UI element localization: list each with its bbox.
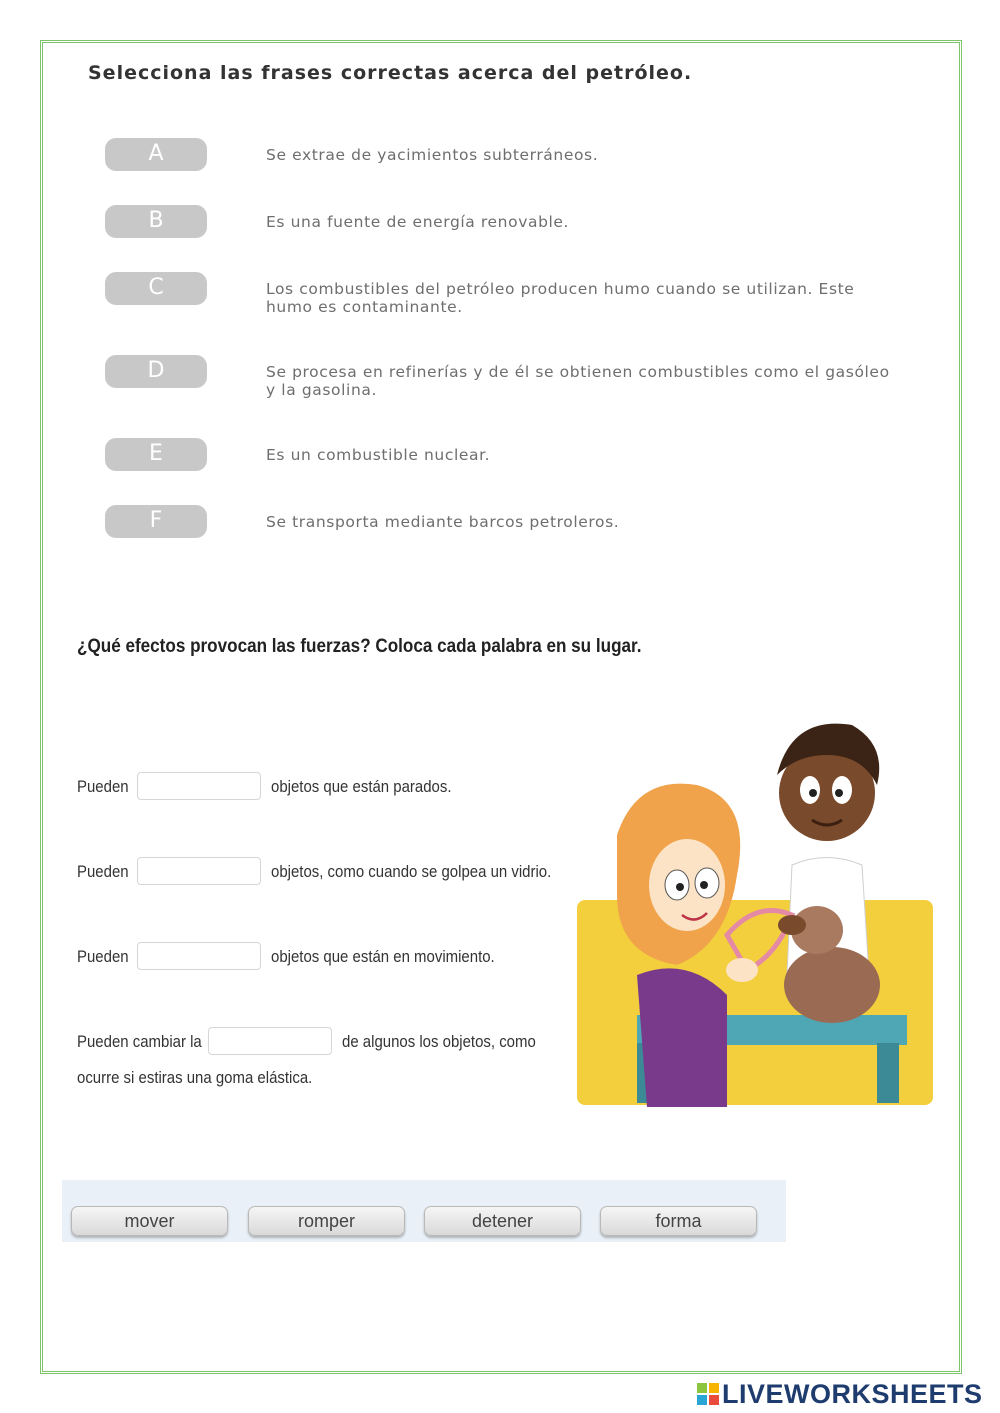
blank-3-input[interactable] xyxy=(137,942,261,970)
word-romper-button[interactable]: romper xyxy=(248,1206,405,1236)
question2-title: ¿Qué efectos provocan las fuerzas? Coloca cada palabra en su lugar. xyxy=(77,636,642,657)
option-a-button[interactable]: A xyxy=(105,138,207,171)
option-d-button[interactable]: D xyxy=(105,355,207,388)
option-d-text: Se procesa en refinerías y de él se obtienen combustibles como el gasóleo y la gasolina. xyxy=(266,363,890,399)
sentence-4-end: de algunos los objetos, como xyxy=(342,1032,536,1051)
brand-name: LIVEWORKSHEETS xyxy=(722,1378,983,1409)
sentence-4-start: Pueden cambiar la xyxy=(77,1032,202,1051)
children-with-dog-illustration xyxy=(577,715,933,1107)
sentence-3-end: objetos que están en movimiento. xyxy=(271,947,495,966)
option-f-text: Se transporta mediante barcos petroleros. xyxy=(266,513,620,531)
sentence-2-end: objetos, como cuando se golpea un vidrio. xyxy=(271,862,552,881)
word-detener-button[interactable]: detener xyxy=(424,1206,581,1236)
blank-2-input[interactable] xyxy=(137,857,261,885)
option-a-text: Se extrae de yacimientos subterráneos. xyxy=(266,146,599,164)
sentence-1-start: Pueden xyxy=(77,777,129,796)
sentence-2-start: Pueden xyxy=(77,862,129,881)
sentence-3-start: Pueden xyxy=(77,947,129,966)
word-forma-button[interactable]: forma xyxy=(600,1206,757,1236)
option-e-button[interactable]: E xyxy=(105,438,207,471)
blank-4-input[interactable] xyxy=(208,1027,332,1055)
option-b-button[interactable]: B xyxy=(105,205,207,238)
option-c-text: Los combustibles del petróleo producen humo cuando se utilizan. Este humo es contaminante. xyxy=(266,280,855,316)
worksheet-frame xyxy=(40,40,962,1374)
sentence-4-continuation: ocurre si estiras una goma elástica. xyxy=(77,1068,313,1087)
sentence-1-end: objetos que están parados. xyxy=(271,777,452,796)
liveworksheets-logo-icon xyxy=(697,1383,719,1405)
option-b-text: Es una fuente de energía renovable. xyxy=(266,213,570,231)
word-mover-button[interactable]: mover xyxy=(71,1206,228,1236)
liveworksheets-brand xyxy=(697,1377,983,1411)
option-e-text: Es un combustible nuclear. xyxy=(266,446,491,464)
option-c-button[interactable]: C xyxy=(105,272,207,305)
blank-1-input[interactable] xyxy=(137,772,261,800)
question1-title: Selecciona las frases correctas acerca del petróleo. xyxy=(88,62,693,84)
option-f-button[interactable]: F xyxy=(105,505,207,538)
